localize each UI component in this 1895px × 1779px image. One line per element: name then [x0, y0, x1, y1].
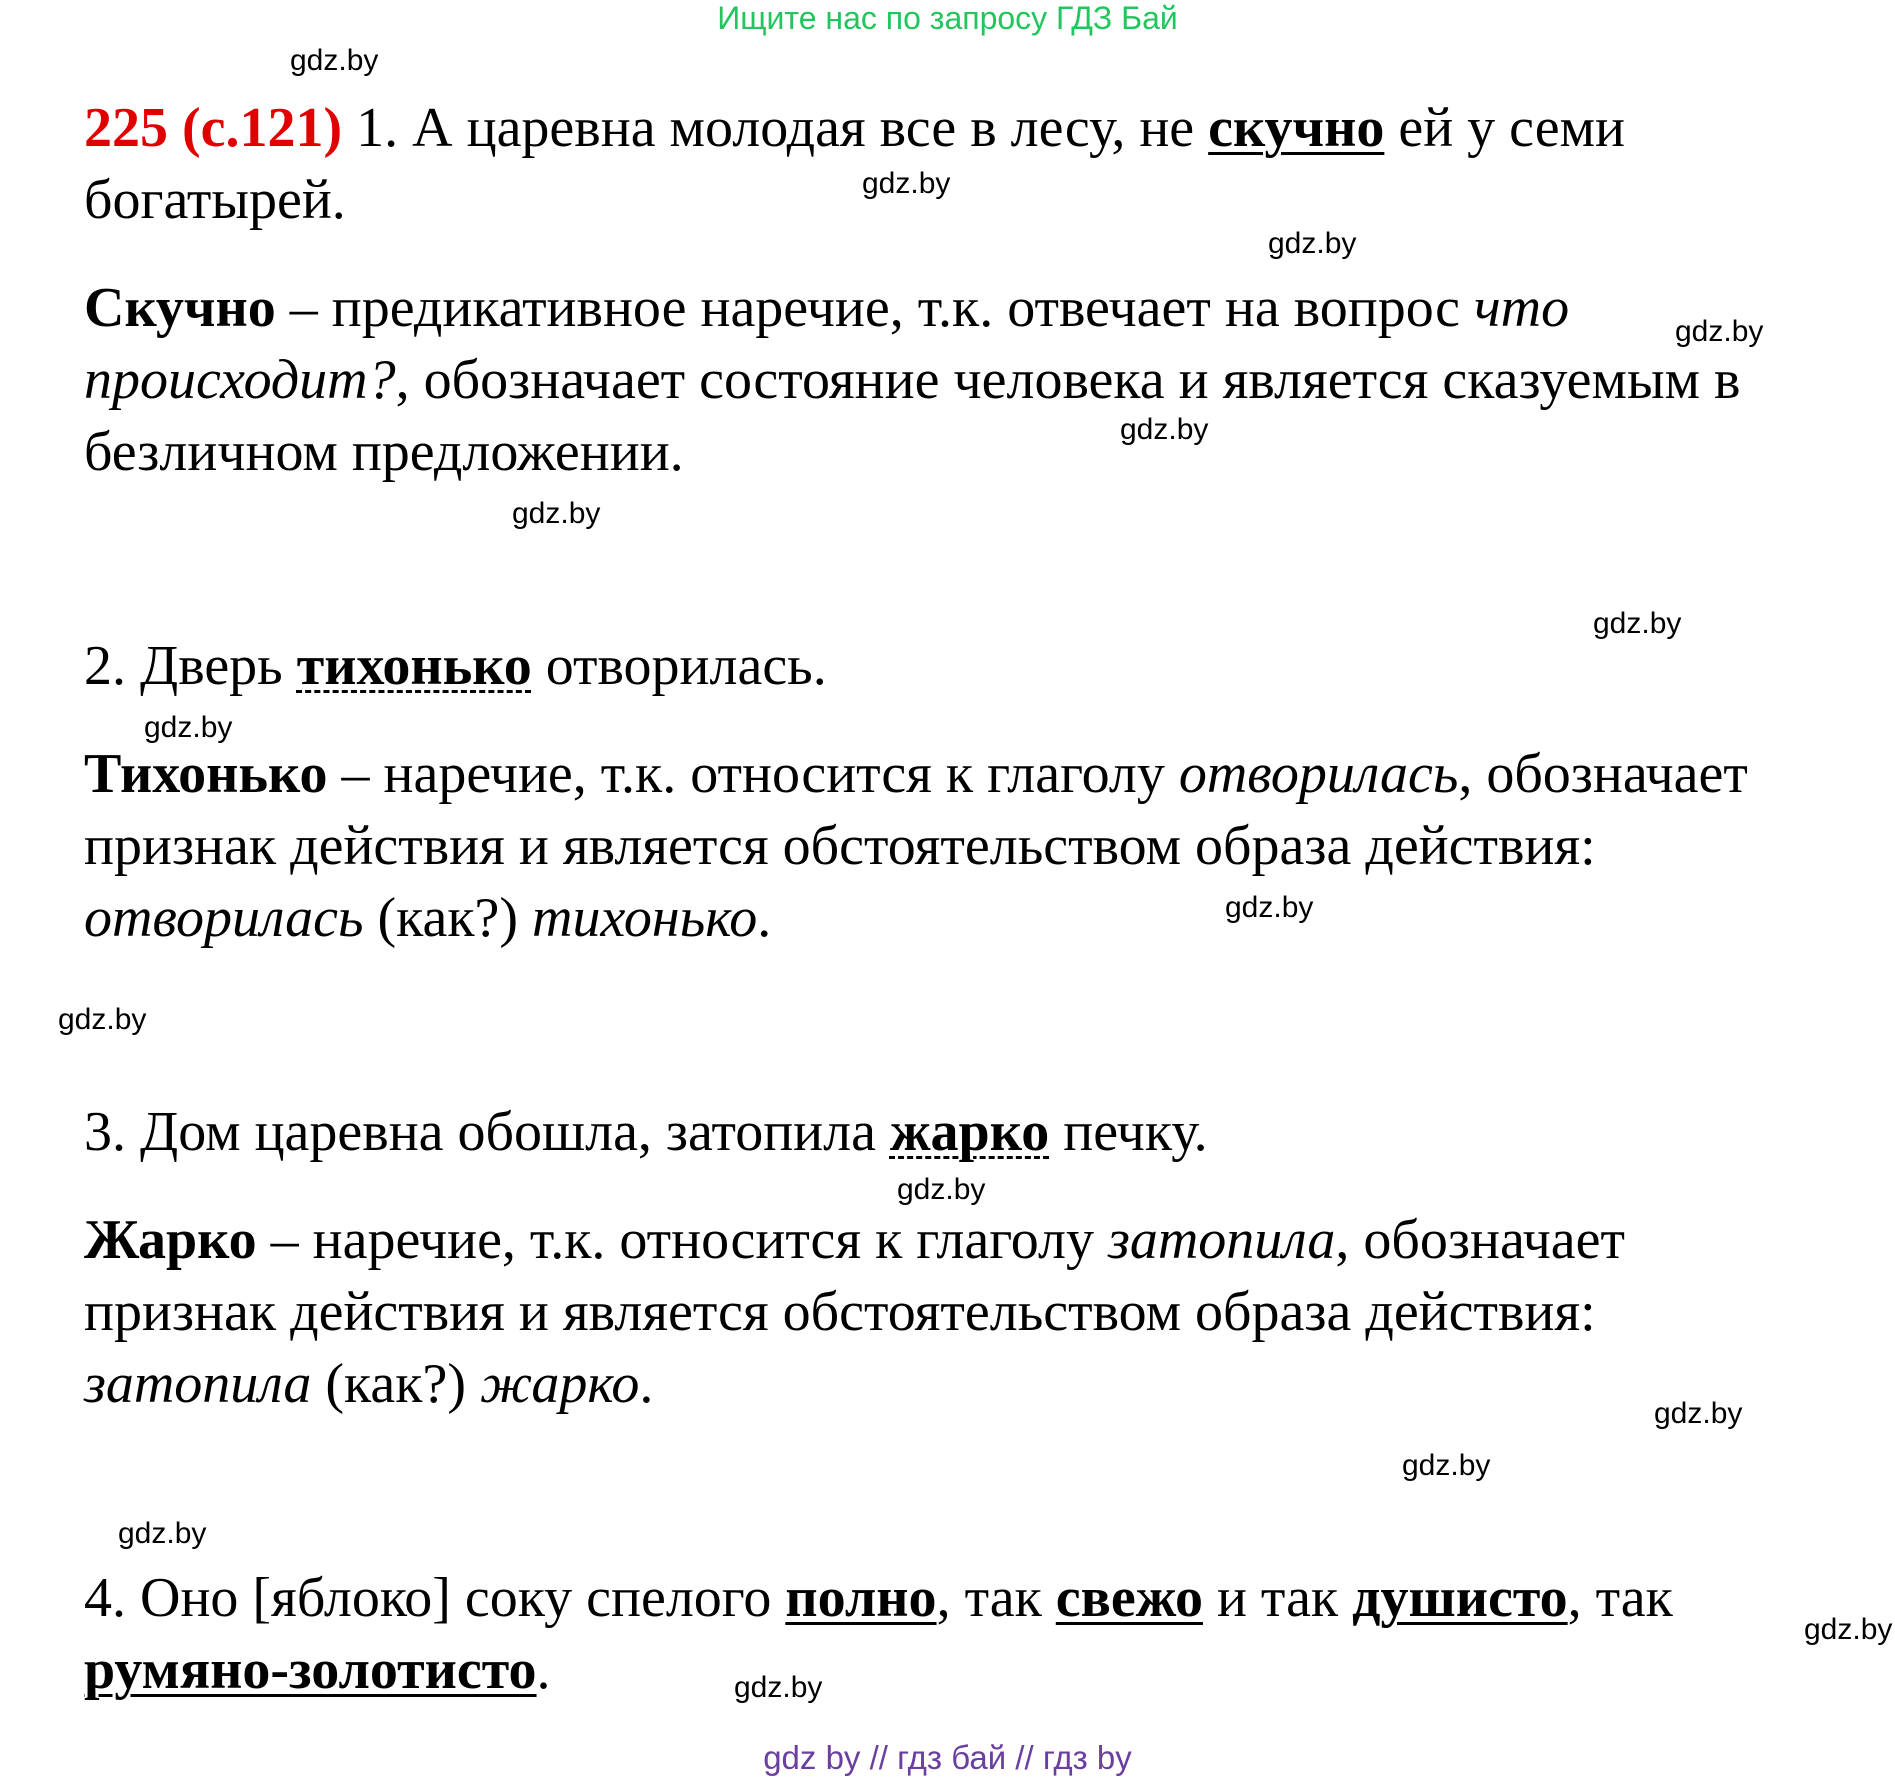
highlighted-word: свежо — [1055, 1567, 1203, 1629]
watermark: gdz.by — [1593, 607, 1682, 640]
sentence-text: и так — [1216, 1567, 1339, 1629]
question-word: происходит? — [84, 349, 396, 411]
sentence-text: , так — [1567, 1567, 1673, 1629]
explanation-2-example — [84, 882, 771, 954]
example-adverb: тихонько — [532, 887, 758, 949]
sentence-text: Оно [яблоко] соку спелого — [140, 1567, 772, 1629]
example-adverb: жарко — [479, 1353, 640, 1415]
watermark: gdz.by — [1268, 227, 1357, 260]
sentence-3 — [84, 1096, 1208, 1168]
watermark: gdz.by — [1120, 413, 1209, 446]
explanation-term: Тихонько — [84, 743, 328, 805]
explanation-text: – предикативное наречие, т.к. отвечает на вопрос — [289, 277, 1460, 339]
sentence-4-line-1 — [84, 1562, 1673, 1634]
explanation-3-line-2: признак действия и является обстоятельством образа действия: — [84, 1281, 1596, 1343]
example-verb: отворилась — [84, 887, 364, 949]
explanation-2-line-2: признак действия и является обстоятельством образа действия: — [84, 815, 1596, 877]
punctuation: . — [757, 887, 772, 949]
sentence-text: печку. — [1063, 1101, 1208, 1163]
highlighted-word: тихонько — [296, 635, 532, 697]
sentence-2 — [84, 630, 827, 702]
sentence-number: 3. — [84, 1101, 126, 1163]
watermark: gdz.by — [1804, 1613, 1893, 1646]
watermark: gdz.by — [58, 1003, 147, 1036]
example-question: (как?) — [325, 1353, 466, 1415]
explanation-text: – наречие, т.к. относится к глаголу — [270, 1209, 1095, 1271]
watermark: gdz.by — [1402, 1449, 1491, 1482]
sentence-text: отворилась. — [545, 635, 827, 697]
watermark: gdz.by — [862, 167, 951, 200]
explanation-1-line-2 — [84, 344, 1740, 416]
explanation-term: Скучно — [84, 277, 276, 339]
example-verb: затопила — [84, 1353, 312, 1415]
explanation-term: Жарко — [84, 1209, 257, 1271]
highlighted-word: полно — [785, 1567, 937, 1629]
watermark: gdz.by — [1654, 1397, 1743, 1430]
explanation-text: – наречие, т.к. относится к глаголу — [341, 743, 1165, 805]
verb-word: затопила — [1108, 1209, 1336, 1271]
sentence-1-line-1 — [84, 92, 1625, 164]
punctuation: . — [639, 1353, 654, 1415]
promo-banner: Ищите нас по запросу ГДЗ Бай — [717, 0, 1178, 36]
footer-links: gdz by // гдз бай // гдз by — [763, 1739, 1132, 1776]
verb-word: отворилась — [1178, 743, 1459, 805]
watermark: gdz.by — [144, 711, 233, 744]
explanation-3-line-1 — [84, 1204, 1625, 1276]
sentence-number: 4. — [84, 1567, 126, 1629]
highlighted-word: душисто — [1352, 1567, 1568, 1629]
watermark: gdz.by — [1225, 891, 1314, 924]
explanation-text: , обозначает — [1335, 1209, 1625, 1271]
explanation-3-example — [84, 1348, 653, 1420]
sentence-text: Дверь — [140, 635, 283, 697]
punctuation: . — [536, 1639, 551, 1701]
watermark: gdz.by — [734, 1671, 823, 1704]
sentence-text: , так — [936, 1567, 1042, 1629]
sentence-1-line-2: богатырей. — [84, 169, 346, 231]
sentence-number: 1. — [356, 97, 399, 159]
sentence-text: Дом царевна обошла, затопила — [140, 1101, 876, 1163]
sentence-number: 2. — [84, 635, 126, 697]
example-question: (как?) — [377, 887, 519, 949]
highlighted-word: жарко — [889, 1101, 1050, 1163]
highlighted-word: румяно-золотисто — [84, 1639, 537, 1701]
watermark: gdz.by — [512, 497, 601, 530]
watermark: gdz.by — [897, 1173, 986, 1206]
explanation-1-line-1 — [84, 272, 1569, 344]
watermark: gdz.by — [1675, 315, 1764, 348]
question-word: что — [1473, 277, 1570, 339]
explanation-1-line-3: безличном предложении. — [84, 421, 684, 483]
explanation-text: , обозначает — [1458, 743, 1748, 805]
sentence-text: А царевна молодая все в лесу, не — [412, 97, 1195, 159]
task-number: 225 (с.121) — [84, 97, 343, 159]
highlighted-word: скучно — [1208, 97, 1385, 159]
sentence-4-line-2 — [84, 1634, 551, 1706]
explanation-2-line-1 — [84, 738, 1748, 810]
explanation-text: , обозначает состояние человека и является сказуемым в — [395, 349, 1741, 411]
watermark: gdz.by — [118, 1517, 207, 1550]
watermark: gdz.by — [290, 44, 379, 77]
sentence-text: ей у семи — [1398, 97, 1625, 159]
